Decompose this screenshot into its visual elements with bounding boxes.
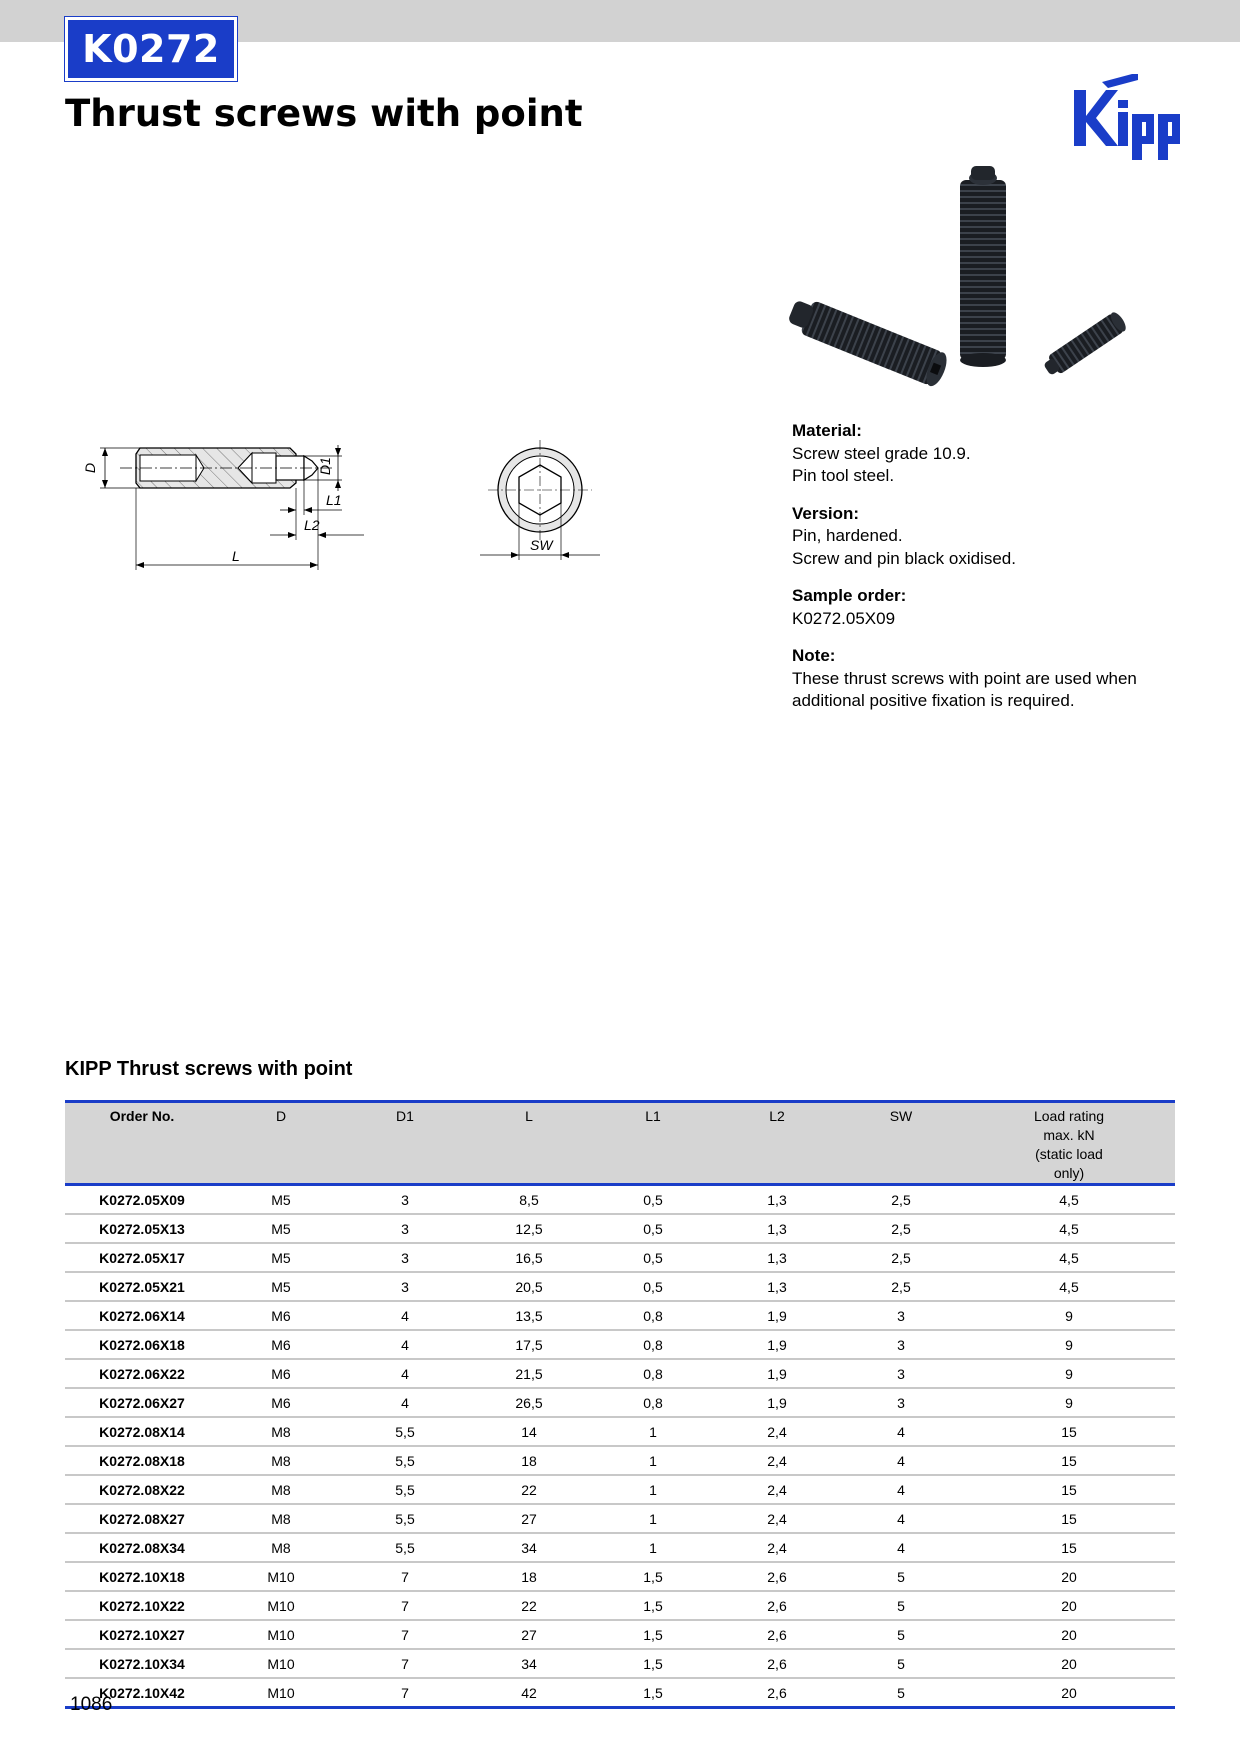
cell-l2: 1,9 bbox=[715, 1359, 839, 1388]
cell-d: M8 bbox=[219, 1417, 343, 1446]
dim-label-d: D bbox=[82, 462, 98, 473]
cell-load-rating: 20 bbox=[963, 1620, 1175, 1649]
cell-l: 27 bbox=[467, 1620, 591, 1649]
col-header-l1: L1 bbox=[591, 1102, 715, 1185]
cell-sw: 2,5 bbox=[839, 1272, 963, 1301]
cell-order-no: K0272.06X22 bbox=[65, 1359, 219, 1388]
cell-d1: 4 bbox=[343, 1359, 467, 1388]
table-row bbox=[65, 1301, 1175, 1330]
cell-d1: 5,5 bbox=[343, 1446, 467, 1475]
col-header-sw: SW bbox=[839, 1102, 963, 1185]
cell-l2: 2,4 bbox=[715, 1475, 839, 1504]
cell-order-no: K0272.08X34 bbox=[65, 1533, 219, 1562]
material-label: Material: bbox=[792, 421, 862, 440]
cell-d1: 7 bbox=[401, 1684, 409, 1701]
cell-l1: 0,8 bbox=[591, 1359, 715, 1388]
product-code-badge: K0272 bbox=[65, 17, 237, 81]
product-info bbox=[792, 420, 1172, 728]
note-line: additional positive fixation is required. bbox=[792, 691, 1075, 710]
cell-l: 42 bbox=[521, 1684, 537, 1701]
col-header-load-rating: Load rating max. kN (static load only) bbox=[963, 1102, 1175, 1185]
dim-label-l1: L1 bbox=[326, 492, 342, 508]
cell-d1: 3 bbox=[343, 1185, 467, 1215]
cell-d: M5 bbox=[219, 1185, 343, 1215]
cell-l1: 0,8 bbox=[591, 1388, 715, 1417]
table-row bbox=[65, 1272, 1175, 1301]
cell-l2: 2,6 bbox=[715, 1562, 839, 1591]
cell-l1: 1,5 bbox=[591, 1591, 715, 1620]
cell-load-rating: 15 bbox=[963, 1446, 1175, 1475]
cell-load-rating: 4,5 bbox=[963, 1185, 1175, 1215]
kipp-logo bbox=[1072, 72, 1186, 162]
cell-d1: 5,5 bbox=[343, 1504, 467, 1533]
cell-d1: 4 bbox=[343, 1388, 467, 1417]
col-header-d: D bbox=[219, 1102, 343, 1185]
cell-d: M6 bbox=[219, 1301, 343, 1330]
cell-l1: 1,5 bbox=[643, 1684, 663, 1701]
note-block bbox=[792, 645, 1172, 713]
dim-label-l2: L2 bbox=[304, 517, 320, 533]
cell-order-no: K0272.08X22 bbox=[65, 1475, 219, 1504]
cell-order-no: K0272.05X17 bbox=[65, 1243, 219, 1272]
cell-d1: 5,5 bbox=[343, 1417, 467, 1446]
table-row bbox=[65, 1388, 1175, 1417]
cell-d1: 3 bbox=[343, 1243, 467, 1272]
cell-d: M8 bbox=[219, 1446, 343, 1475]
material-block bbox=[792, 420, 1172, 488]
cell-load-rating: 20 bbox=[1061, 1684, 1077, 1701]
cell-l2: 2,4 bbox=[715, 1446, 839, 1475]
product-photo bbox=[785, 160, 1140, 400]
cell-l1: 0,5 bbox=[591, 1185, 715, 1215]
table-row bbox=[65, 1243, 1175, 1272]
cell-load-rating: 4,5 bbox=[963, 1272, 1175, 1301]
cell-l: 14 bbox=[467, 1417, 591, 1446]
cell-load-rating: 15 bbox=[963, 1475, 1175, 1504]
cell-l1: 0,8 bbox=[591, 1330, 715, 1359]
cell-d: M8 bbox=[219, 1475, 343, 1504]
cell-d: M5 bbox=[219, 1214, 343, 1243]
col-header-l2: L2 bbox=[715, 1102, 839, 1185]
dim-label-l: L bbox=[232, 548, 240, 564]
spec-table bbox=[65, 1100, 1175, 1709]
cell-l: 12,5 bbox=[467, 1214, 591, 1243]
cell-order-no: K0272.10X34 bbox=[65, 1649, 219, 1678]
cell-d: M10 bbox=[219, 1620, 343, 1649]
table-row bbox=[65, 1330, 1175, 1359]
cell-d: M6 bbox=[219, 1359, 343, 1388]
cell-d1: 7 bbox=[343, 1562, 467, 1591]
table-header-row bbox=[65, 1102, 1175, 1185]
cell-l1: 0,5 bbox=[591, 1243, 715, 1272]
cell-l1: 1,5 bbox=[591, 1620, 715, 1649]
cell-l: 34 bbox=[467, 1533, 591, 1562]
cell-d1: 4 bbox=[343, 1330, 467, 1359]
cell-load-rating: 15 bbox=[963, 1533, 1175, 1562]
cell-l: 34 bbox=[467, 1649, 591, 1678]
material-line: Pin tool steel. bbox=[792, 466, 895, 485]
table-row bbox=[65, 1678, 1175, 1708]
cell-order-no: K0272.08X27 bbox=[65, 1504, 219, 1533]
sample-order-block bbox=[792, 585, 1172, 630]
cell-l2: 1,9 bbox=[715, 1301, 839, 1330]
cell-load-rating: 4,5 bbox=[963, 1243, 1175, 1272]
cell-d: M10 bbox=[219, 1562, 343, 1591]
cell-d: M6 bbox=[219, 1330, 343, 1359]
material-line: Screw steel grade 10.9. bbox=[792, 443, 971, 463]
cell-l: 22 bbox=[467, 1591, 591, 1620]
cell-load-rating: 15 bbox=[963, 1417, 1175, 1446]
cell-load-rating: 9 bbox=[963, 1388, 1175, 1417]
cell-l1: 1,5 bbox=[591, 1649, 715, 1678]
sample-order-label: Sample order: bbox=[792, 586, 907, 605]
table-row bbox=[65, 1185, 1175, 1215]
cell-l1: 0,8 bbox=[591, 1301, 715, 1330]
cell-l1: 1 bbox=[591, 1533, 715, 1562]
technical-drawing-side-view bbox=[80, 425, 390, 650]
cell-order-no: K0272.10X22 bbox=[65, 1591, 219, 1620]
sample-order-value: K0272.05X09 bbox=[792, 608, 896, 628]
cell-l1: 1 bbox=[591, 1504, 715, 1533]
cell-sw: 2,5 bbox=[839, 1214, 963, 1243]
cell-d: M10 bbox=[267, 1684, 295, 1701]
table-row bbox=[65, 1533, 1175, 1562]
table-row bbox=[65, 1214, 1175, 1243]
cell-l2: 1,3 bbox=[715, 1185, 839, 1215]
table-row bbox=[65, 1562, 1175, 1591]
cell-load-rating: 4,5 bbox=[963, 1214, 1175, 1243]
cell-l2: 1,3 bbox=[715, 1272, 839, 1301]
cell-l2: 1,9 bbox=[715, 1330, 839, 1359]
cell-d1: 5,5 bbox=[343, 1475, 467, 1504]
table-row bbox=[65, 1591, 1175, 1620]
cell-sw: 2,5 bbox=[839, 1185, 963, 1215]
table-row bbox=[65, 1359, 1175, 1388]
cell-d1: 4 bbox=[343, 1301, 467, 1330]
cell-d1: 7 bbox=[343, 1649, 467, 1678]
table-row bbox=[65, 1475, 1175, 1504]
table-row bbox=[65, 1417, 1175, 1446]
cell-l1: 0,5 bbox=[591, 1214, 715, 1243]
dim-label-d1: D1 bbox=[317, 457, 333, 475]
cell-l1: 1 bbox=[591, 1446, 715, 1475]
cell-load-rating: 9 bbox=[963, 1330, 1175, 1359]
table-row bbox=[65, 1649, 1175, 1678]
cell-sw: 4 bbox=[839, 1475, 963, 1504]
cell-load-rating: 20 bbox=[963, 1591, 1175, 1620]
col-header-l: L bbox=[467, 1102, 591, 1185]
cell-sw: 2,5 bbox=[839, 1243, 963, 1272]
cell-l1: 1,5 bbox=[591, 1562, 715, 1591]
cell-l: 8,5 bbox=[467, 1185, 591, 1215]
cell-l: 18 bbox=[467, 1446, 591, 1475]
spec-table-body bbox=[65, 1185, 1175, 1708]
cell-order-no: K0272.10X42 bbox=[99, 1684, 185, 1701]
table-row bbox=[65, 1446, 1175, 1475]
cell-d: M10 bbox=[219, 1649, 343, 1678]
version-line: Screw and pin black oxidised. bbox=[792, 548, 1016, 568]
cell-l: 27 bbox=[467, 1504, 591, 1533]
cell-d: M8 bbox=[219, 1504, 343, 1533]
technical-drawing-end-view bbox=[470, 425, 610, 575]
cell-d1: 7 bbox=[343, 1620, 467, 1649]
version-line: Pin, hardened. bbox=[792, 526, 903, 545]
col-header-order-no: Order No. bbox=[65, 1102, 219, 1185]
cell-sw: 5 bbox=[839, 1649, 963, 1678]
cell-l2: 1,9 bbox=[715, 1388, 839, 1417]
cell-l1: 1 bbox=[591, 1475, 715, 1504]
cell-d1: 7 bbox=[343, 1591, 467, 1620]
cell-d1: 3 bbox=[343, 1214, 467, 1243]
cell-load-rating: 20 bbox=[963, 1649, 1175, 1678]
cell-order-no: K0272.05X09 bbox=[65, 1185, 219, 1215]
cell-d: M5 bbox=[219, 1243, 343, 1272]
cell-load-rating: 9 bbox=[963, 1301, 1175, 1330]
cell-order-no: K0272.08X18 bbox=[65, 1446, 219, 1475]
cell-load-rating: 15 bbox=[963, 1504, 1175, 1533]
cell-l2: 1,3 bbox=[715, 1214, 839, 1243]
cell-sw: 4 bbox=[839, 1446, 963, 1475]
table-title: KIPP Thrust screws with point bbox=[65, 1058, 353, 1080]
cell-d: M6 bbox=[219, 1388, 343, 1417]
cell-load-rating: 9 bbox=[963, 1359, 1175, 1388]
version-block bbox=[792, 503, 1172, 571]
cell-l2: 2,6 bbox=[715, 1591, 839, 1620]
col-header-d1: D1 bbox=[343, 1102, 467, 1185]
cell-order-no: K0272.05X21 bbox=[65, 1272, 219, 1301]
cell-l2: 2,6 bbox=[715, 1620, 839, 1649]
cell-order-no: K0272.10X18 bbox=[65, 1562, 219, 1591]
cell-l: 22 bbox=[467, 1475, 591, 1504]
cell-sw: 5 bbox=[839, 1620, 963, 1649]
cell-d: M8 bbox=[219, 1533, 343, 1562]
cell-sw: 4 bbox=[839, 1504, 963, 1533]
cell-load-rating: 20 bbox=[963, 1562, 1175, 1591]
page-number: 1086 bbox=[70, 1694, 113, 1715]
cell-sw: 5 bbox=[897, 1684, 905, 1701]
dim-label-sw: SW bbox=[530, 537, 553, 553]
cell-l2: 2,4 bbox=[715, 1533, 839, 1562]
cell-sw: 3 bbox=[839, 1388, 963, 1417]
cell-l1: 1 bbox=[591, 1417, 715, 1446]
cell-sw: 5 bbox=[839, 1562, 963, 1591]
cell-order-no: K0272.06X14 bbox=[65, 1301, 219, 1330]
cell-l1: 0,5 bbox=[591, 1272, 715, 1301]
cell-order-no: K0272.08X14 bbox=[65, 1417, 219, 1446]
cell-order-no: K0272.10X27 bbox=[65, 1620, 219, 1649]
cell-l2: 2,4 bbox=[715, 1417, 839, 1446]
cell-l: 18 bbox=[467, 1562, 591, 1591]
cell-order-no: K0272.06X27 bbox=[65, 1388, 219, 1417]
cell-order-no: K0272.06X18 bbox=[65, 1330, 219, 1359]
page-title: Thrust screws with point bbox=[65, 92, 583, 135]
cell-l2: 2,6 bbox=[767, 1684, 787, 1701]
table-row bbox=[65, 1504, 1175, 1533]
cell-l2: 1,3 bbox=[715, 1243, 839, 1272]
cell-sw: 4 bbox=[839, 1533, 963, 1562]
cell-l2: 2,6 bbox=[715, 1649, 839, 1678]
cell-sw: 4 bbox=[839, 1417, 963, 1446]
table-row bbox=[65, 1620, 1175, 1649]
cell-sw: 5 bbox=[839, 1591, 963, 1620]
cell-d1: 5,5 bbox=[343, 1533, 467, 1562]
cell-d: M5 bbox=[219, 1272, 343, 1301]
cell-l: 26,5 bbox=[467, 1388, 591, 1417]
note-label: Note: bbox=[792, 646, 836, 665]
cell-l: 13,5 bbox=[467, 1301, 591, 1330]
cell-l: 21,5 bbox=[467, 1359, 591, 1388]
cell-l2: 2,4 bbox=[715, 1504, 839, 1533]
cell-l: 16,5 bbox=[467, 1243, 591, 1272]
cell-sw: 3 bbox=[839, 1359, 963, 1388]
cell-sw: 3 bbox=[839, 1301, 963, 1330]
cell-d: M10 bbox=[219, 1591, 343, 1620]
version-label: Version: bbox=[792, 503, 860, 523]
cell-order-no: K0272.05X13 bbox=[65, 1214, 219, 1243]
note-line: These thrust screws with point are used when bbox=[792, 668, 1137, 688]
cell-l: 17,5 bbox=[467, 1330, 591, 1359]
cell-sw: 3 bbox=[839, 1330, 963, 1359]
cell-d1: 3 bbox=[343, 1272, 467, 1301]
cell-l: 20,5 bbox=[467, 1272, 591, 1301]
